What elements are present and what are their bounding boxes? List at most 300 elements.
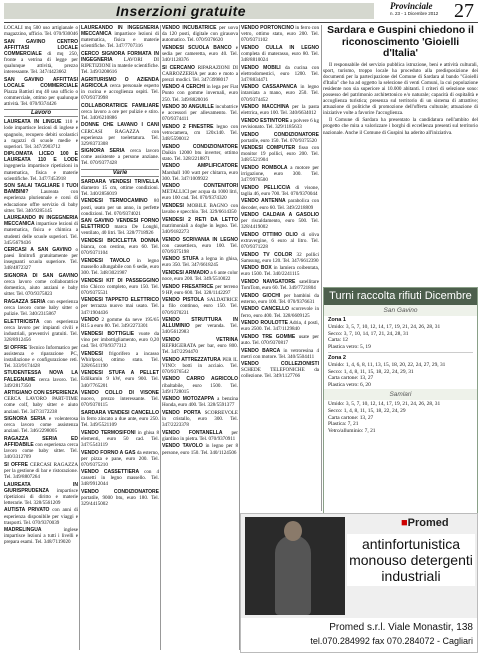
classified-ad-text: per bambini da esterno, euro 100. Tel. 070/9376631 <box>241 292 319 305</box>
classified-ad <box>241 232 319 250</box>
classified-ad-title: CERCASI A SAN GAVINO <box>4 247 72 254</box>
classified-ad <box>4 215 78 245</box>
classified-ad-title: VENDESI <box>162 203 184 210</box>
classified-ad <box>241 198 319 210</box>
ad-brand-logo <box>401 517 449 529</box>
classified-ad-title: SI OFFRE <box>4 344 28 351</box>
classifieds-column-2 <box>81 25 159 653</box>
worker-head <box>284 521 302 541</box>
zone-schedule-line: Vetro/alluminio: 7, 21 <box>328 428 376 435</box>
classified-ad <box>4 390 78 414</box>
classified-ad-text: SCORREVOLE in cristallo, euro 300. Tel. 347/2223378 <box>162 409 238 429</box>
classified-ad-text: in lamiera coibentata, euro 1500. Tel. 340/2241115 <box>241 265 319 278</box>
classified-ad-text: da esterno, per pizza e pane, euro 200. Tel. 070/9375210 <box>81 449 159 468</box>
classified-ad <box>241 84 319 102</box>
zone-schedule-line: Secco: 3, 7, 10, 14, 17, 21, 24, 28, 31 <box>328 330 409 337</box>
classified-ad <box>162 443 238 455</box>
classified-ad-text: frigorifero a incasso Whirlpool, ottimo stato. Tel. 328/6541190 <box>81 350 159 369</box>
classified-ad-title: ELETTRICISTA <box>4 318 40 325</box>
column-divider <box>79 25 80 650</box>
classified-ad-text: in legno massello allungabile con 6 sedie, euro 300. Tel. 348/3021987 <box>81 257 159 276</box>
classified-ad-text: marca De Longhi, ventilato, 40 litri. Tel. 328/7718926 <box>81 224 159 237</box>
zone-heading: Zona 1 <box>328 317 347 323</box>
classified-ad <box>162 357 238 375</box>
classified-ad-title: VENDO PORTA <box>162 409 201 416</box>
classified-ad-title: LAUREANDO IN INGEGNERIA MECCANICA <box>81 25 159 38</box>
classifieds-column-4 <box>241 25 319 511</box>
classified-ad-text: in legno intarsiata a mano, euro 250. Tel. 070/9374452 <box>241 84 319 103</box>
classified-ad <box>81 51 159 75</box>
classified-ad <box>162 65 238 83</box>
classified-ad-title: VENDO COLLEZIONISTI <box>241 361 319 368</box>
classified-ad <box>81 103 159 121</box>
classified-ad-title: VENDO TV COLOR <box>241 251 293 258</box>
classified-ad-text: Piazza Battisti mq 40 uso ufficio o commerciale, ottimo per qualunque attività. Tel. 070/9374426 <box>4 88 78 108</box>
classified-ad <box>162 270 238 282</box>
classified-ad-title: VENDO GIOCHI <box>241 292 281 299</box>
zone-schedule-line: Umido: 1, 4, 6, 8, 11, 13, 15, 18, 20, 22, 24, 27, 29, 31 <box>328 361 446 368</box>
town-heading: San Gavino <box>324 305 477 316</box>
classified-ad-text: per uova da 120 posti, digitale con girauova automatico. Tel. 070/9376620 <box>162 25 238 44</box>
classified-ad-title: VENDO STUFA <box>162 256 199 263</box>
classified-ad <box>241 348 319 360</box>
classified-ad-text: scorrevole in ferro, euro 400. Tel. 328/6609125 <box>241 306 319 319</box>
ad-contacts: tel.070.284992 fax 070.284072 - Cagliari <box>310 636 473 646</box>
classified-ad-title: VENDO MACCHINA <box>241 104 290 111</box>
classified-ad <box>241 265 319 277</box>
classified-ad <box>81 198 159 216</box>
classified-ad <box>81 450 159 468</box>
classified-ad-text: a motore per irrigazione, euro 300. Tel. 347/9976500 <box>241 164 319 184</box>
classified-ad <box>4 247 78 271</box>
classified-ad-title: CERCO SIGNORA FORMATA IN INGEGNERIA <box>81 50 159 63</box>
classified-ad-title: VENDO 30 ANGUILLE <box>162 104 214 111</box>
classified-ad-text: diametro 15 cm, ottime condizioni. Tel. 340/2856019 <box>81 184 159 197</box>
classified-ad-title: VENDO CASSAPANCA <box>241 84 298 91</box>
classified-ad-text: per la pasta elettrica, euro 100. Tel. 340/6634012 <box>241 104 319 117</box>
classified-ad-text: 110 e lode impartisce lezioni di inglese e spagnolo, recupero debiti scolastici a ragazzi di scuole medie e superiori. Tel. 347/2903712 <box>4 119 78 150</box>
classified-ad <box>162 256 238 268</box>
classified-ad-text: METALLICI per acqua da 1000 litri, euro 100 cad. Tel. 070/9374320 <box>162 189 238 202</box>
classified-ad <box>81 258 159 276</box>
classified-ad-title: AGRITURISMO O AZIENDA AGRICOLA <box>81 76 159 89</box>
classified-ad <box>162 45 238 63</box>
classified-ad-text: cerca lavoro come assistente a persone anziane. Tel. 070/9377428 <box>81 148 159 167</box>
classified-ad <box>241 279 319 291</box>
classified-ad-text: satellitare TomTom, euro 60. Tel. 349/7721804 <box>241 279 319 292</box>
classified-ad-text: Adria, 4 posti, euro 2500. Tel. 347/1129840 <box>241 320 319 333</box>
classified-ad <box>162 124 238 142</box>
classified-ad <box>4 319 78 343</box>
news-article <box>323 25 478 251</box>
classified-ad-text: impartisce ripetizioni di diritto e materie letterarie. Tel. 328/5561209 <box>4 487 78 506</box>
classified-ad-text: in ferro con vetro, ottimo stato, euro 200. Tel. 070/9371102 <box>241 25 319 44</box>
classified-ad-text: cerca lavoro come collaboratrice domestica, aiuto anziani e baby sitter. Tel. 070/9375823 <box>4 279 78 298</box>
classified-ad-title: VENDO 4 CERCHI <box>162 84 206 91</box>
classified-ad-title: VENDESI 2 RETI DA LETTO <box>162 216 238 223</box>
classified-ad <box>81 25 159 49</box>
classified-ad-title: LAUREATA IN GIURISPRUDENZA <box>4 481 78 494</box>
classified-ad-title: VENDO TERMOSIFONI <box>81 429 136 436</box>
category-heading: Varie <box>81 169 159 177</box>
collection-zone <box>324 400 477 435</box>
classified-ad-title: STUDENTESSA NOVA LA FALEGNAME <box>4 370 78 383</box>
town-heading: Samlari <box>324 389 477 400</box>
classified-ad <box>81 179 159 197</box>
classified-ad-text: PER IL VINO: botti in acciaio. Tel. 070/9376542 <box>162 356 238 375</box>
classified-ad-title: SIGNORA DI SAN GAVINO <box>4 273 78 280</box>
classified-ad-title: VENDO PORTONCINO <box>241 25 294 31</box>
classified-ad-text: Daikin 12000 btu inverter, ottimo stato. Tel. 328/2218871 <box>162 149 238 162</box>
classifieds-column-1 <box>4 25 78 653</box>
classified-ad-text: con 4 cassetti in legno massello. Tel. 348/9912044 <box>81 469 159 488</box>
classified-ad-title: VENDO CULLA IN LEGNO <box>241 44 319 51</box>
classified-ad-title: VENDESI <box>81 350 103 357</box>
classified-ad <box>4 151 78 181</box>
classified-ad <box>241 306 319 318</box>
classified-ad <box>241 334 319 346</box>
classified-ad <box>81 238 159 256</box>
classified-ad <box>81 469 159 487</box>
classified-ad <box>81 370 159 388</box>
classified-ad <box>162 396 238 408</box>
classified-ad-title: VENDO STRUTTURA IN ALLUMINIO <box>162 317 238 330</box>
classified-ad-text: con esperienza cerca lavoro come baby sitter. Tel. 340/3312709 <box>4 442 78 461</box>
classified-ad <box>4 77 78 107</box>
classified-ad-text: di mq 250, fronte a vetrina di legge per qualunque attività, prezzo interessante. Tel. 347/4423662 <box>4 50 78 76</box>
classified-ad-title: SI OFFRE <box>4 461 28 468</box>
classified-ad-text: 32 pollici Samsung, euro 120. Tel. 347/6612390 <box>241 251 319 264</box>
classified-ad-title: VENDO ROMBOLA <box>241 164 288 171</box>
classified-ad-title: SON SALAI TAGLIARE I TUOI BAMBINI? <box>4 183 78 196</box>
zone-heading: Zona 2 <box>328 354 347 361</box>
classified-ad <box>4 119 78 149</box>
classified-ad-title: ARTIGIANO CON ESPERIENZA <box>4 390 78 397</box>
classified-ad-title: VENDO TRE GOMME <box>241 333 296 340</box>
classified-ad-title: VENDO CONTENITORI <box>162 183 238 190</box>
classified-ad-title: SAN GAVINO VENDESI FORNO ELETTRICO <box>81 218 159 231</box>
classified-ad <box>4 370 78 388</box>
classified-ad-text: bianca, con cestino, euro 60. Tel. 070/9371104 <box>81 244 159 257</box>
classified-ad-text: portatile, 9000 btu, euro 180. Tel. 329/4415002 <box>81 495 159 508</box>
classified-ad <box>4 416 78 434</box>
classified-ad-text: trio Chicco completo, euro 150. Tel. 070/9375531 <box>81 283 159 296</box>
classified-ad-text: in legno per 8 persone, euro 150. Tel. 340/1124506 <box>162 443 238 456</box>
classified-ad-title: SIGNORA SERIA <box>4 416 46 423</box>
classified-ad-text: CERCASI RAGAZZA per la gestione di bar e ristorazione. Tel. 349/8807264 <box>4 461 78 480</box>
classified-ad <box>81 331 159 349</box>
classified-ad <box>4 25 78 37</box>
section-title: Inserzioni gratuite <box>116 3 247 19</box>
classified-ad-title: RAGAZZA SERIA <box>4 298 46 305</box>
zone-schedule-line: Carta: 12 <box>328 337 348 344</box>
classified-ad <box>4 345 78 369</box>
zone-schedule-line: Secco: 1, 4, 8, 11, 15, 18, 22, 24, 29, 31 <box>328 368 414 375</box>
classified-ad-title: VENDESI STUFA A PELLET <box>81 370 159 377</box>
classified-ad <box>4 299 78 317</box>
page-header <box>0 0 482 22</box>
zones-town-2 <box>324 400 477 435</box>
classified-ad-title: VENDESI COMPUTER <box>241 145 296 152</box>
classified-ad <box>81 148 159 166</box>
classified-ad-title: VENDO CASSETTIERA <box>81 469 140 476</box>
zone-schedule-line: Plastica: 7, 21 <box>328 421 359 428</box>
classified-ad-title: VENDO ANTENNA <box>241 198 286 205</box>
classified-ad-text: nuovo, prezzo interessante. Tel. 070/9370115 <box>81 396 159 409</box>
classified-ad-title: LAUREANDO IN INGEGNERIA MECCANICA <box>4 215 78 228</box>
classified-ad-title: SARDARA VENDESI CANCELLO <box>81 409 159 416</box>
classified-ad-text: Tecnico Informatico per assistenza e riparazione PC, installazione e configurazione reti. Tel. 333/9174428 <box>4 344 78 369</box>
classified-ad-text: Marshall 100 watt per chitarra, euro 300. Tel. 347/1009922 <box>162 169 238 182</box>
classified-ad-text: matrimoniali a doghe in legno. Tel. 340/9182273 <box>162 222 238 235</box>
classified-ad <box>162 297 238 315</box>
classified-ad <box>241 118 319 130</box>
classified-ad <box>241 185 319 197</box>
classified-ad-title: VENDESI ARMADIO <box>162 269 210 276</box>
issue-line: n. 23 - 1 Dicembre 2012 <box>390 11 439 16</box>
classified-ad-title: AUTISTA PRIVATO <box>4 507 50 514</box>
classified-ad <box>4 482 78 506</box>
classified-ad-title: VENDO CANCELLO <box>241 306 290 313</box>
classified-ad-text: SALDATRICE a filo continuo, euro 150. Tel. 070/9370231 <box>162 297 238 316</box>
ad-tagline: antinfortunistica monouso detergenti industriali <box>347 534 475 586</box>
worker-figure <box>275 535 311 615</box>
classified-ad-text: impartisce lezioni di matematica, fisica e materie scientifiche. Tel. 347/7707316 <box>81 31 159 50</box>
classified-ad-title: MADRELINGUA <box>4 527 42 534</box>
classified-ad-text: a benzina Honda, euro 400. Tel. 328/5591377 <box>162 396 238 409</box>
classified-ad <box>81 297 159 315</box>
article-body <box>323 62 478 136</box>
classified-ad-title: SI CERCANO <box>162 64 195 71</box>
classified-ad-title: VENDO COLLO DI VISONE <box>81 390 159 397</box>
ad-photo <box>245 517 345 615</box>
classified-ad <box>241 145 319 163</box>
classified-ad <box>81 218 159 236</box>
article-paragraph: Il Comune di Sardara ha presentato la candidatura nell'ambito del progetto che mira a valorizzare i borghi di eccellenza presenti sul territorio nazionale. Anche il Comune di Guspini ha aderito all'iniziativa. <box>323 117 478 136</box>
classified-ad-text: per terreno 9 HP, euro 600. Tel. 328/1142297 <box>162 283 238 296</box>
classified-ad-title: DIPLOMATA LICEO 100 E LAUREATA 110 E LODE <box>4 151 78 164</box>
classified-ad-title: RAGAZZA SERIA ED AFFIDABILE <box>4 435 78 448</box>
classified-ad-text: in vetroresina 4 metri con motore. Tel. 340/5504411 <box>241 347 319 360</box>
classified-ad <box>81 410 159 428</box>
classified-ad-title: VENDO TAVOLO <box>162 443 203 450</box>
classified-ad-title: VENDESI BICICLETTA DONNA <box>81 238 159 244</box>
zone-schedule-line: Umido: 3, 5, 7, 10, 12, 14, 17, 19, 21, 24, 26, 28, 31 <box>328 400 441 407</box>
classified-ad <box>241 165 319 183</box>
classified-ad <box>162 144 238 162</box>
classified-ad-title: VENDO CALDAIA A GASOLIO <box>241 212 319 219</box>
classified-ad <box>4 39 78 76</box>
zone-schedule-line: Carta cartone: 13, 27 <box>328 414 374 421</box>
classified-ad-text: REFRIGERATA per bar, euro 800. Tel. 347/2294470 <box>162 343 238 356</box>
classified-ad-title: VENDO OTTIMO OLIO <box>241 231 298 238</box>
classified-ad <box>81 430 159 448</box>
classified-ad-text: RIPARAZIONI DI CARROZZERIA per auto e moto a prezzi modici. Tel. 347/3998017 <box>162 64 238 83</box>
classified-ad-title: COLLABORATRICE FAMILIARE <box>81 102 159 109</box>
classified-ad-title: VENDESI TAVOLO <box>81 257 131 264</box>
classified-ad <box>162 203 238 215</box>
classified-ad-title: VENDESI TERMOCAMINO <box>81 198 148 205</box>
classified-ad <box>162 317 238 335</box>
classified-ad-text: SCHEDE TELEFONICHE da collezione. Tel. 349/1127766 <box>241 367 319 380</box>
zone-schedule-line: Secco: 1, 4, 8, 11, 15, 18, 22, 24, 29 <box>328 407 406 414</box>
classified-ad-text: con esperienza cerca lavoro come baby sitter o pulizie. Tel. 340/2315867 <box>4 298 78 318</box>
classified-ad <box>162 163 238 181</box>
classified-ad-title: VENDESI SCUOLA BANCO <box>162 44 232 51</box>
classified-ad-title: VENDO VETRINA <box>162 336 238 343</box>
classified-ad-text: Edilkamin 9 kW, euro 900. Tel. 340/7765201 <box>81 376 159 389</box>
classified-ad <box>81 317 159 329</box>
classified-ad-text: e volenterosa cerca lavoro come assistenza anziani. Tel. 346/2298005 <box>4 416 78 435</box>
classified-ad-text: ingegneria impartisce ripetizioni in matematica, fisica e materie scientifiche. Tel. 347/7453918 <box>4 163 78 182</box>
classified-ad <box>241 65 319 83</box>
waste-collection-box <box>323 287 478 514</box>
classified-ad-text: a 6 ante color noce, euro 200. Tel. 349/5510022 <box>162 269 238 283</box>
collection-zone <box>324 354 477 389</box>
classified-ad-text: parabolica con decoder, euro 60. Tel. 349/2218809 <box>241 198 319 211</box>
classified-ad-text: cerca personale esperto in cucina e accoglienza ospiti. Tel. 070/9373998 <box>81 82 159 102</box>
classified-ad-title: VENDO MOBILI <box>241 64 281 71</box>
article-paragraph: Il responsabile del servizio pubblica istruzione, beni e attività culturali, sport, turismo, troppo locale ha proceduto alla predisposizione dei documenti per la partecipazione del Comune di Sardara al bando "Gioielli d'Italia" che ha ad oggetto la selezione di venti Comuni, la cui popolazione residente non sia superiore ai 10.000 abitanti. I criteri di selezione sono: possesso del patrimonio architettonico e/o naturale; capacità di ospitalità e accoglienza turistica; presenza sul territorio di un sistema di attrattive; attuazione di politiche di promozione dell'offerta culturale; attuazione di iniziative volte a favorire l'accoglienza. <box>323 61 478 117</box>
classifieds-column-3 <box>162 25 238 653</box>
classified-ad-title: VENDO BOX <box>241 265 272 272</box>
classified-ad-title: VENDO <box>81 317 99 324</box>
classified-ad-title: VENDO CONDIZIONATORE <box>241 131 319 138</box>
classified-ad <box>162 237 238 255</box>
classified-ad-text: incubatrice e accessori per allevamento. Tel. 070/9374411 <box>162 104 238 123</box>
classified-ad-text: impartisce lezioni di matematica, fisica e chimica a studenti delle scuole superiori. Tel. 345/5679436 <box>4 221 78 246</box>
classified-ad <box>4 436 78 460</box>
classified-ad <box>162 410 238 428</box>
classified-ad <box>241 252 319 264</box>
classified-ad <box>81 122 159 146</box>
ad-company-address: Promed s.r.l. Viale Monastir, 138 <box>329 622 473 633</box>
classified-ad <box>4 527 78 545</box>
classified-ad-text: usate per auto. Tel. 070/9370817 <box>241 333 319 346</box>
zones-town-1 <box>324 316 477 389</box>
classified-ad <box>81 278 159 296</box>
classified-ad <box>81 489 159 507</box>
classified-ad-title: SAN GAVINO CENTRO AFFITTASI LOCALE COMMERCIALE <box>4 38 78 57</box>
classified-ad <box>241 320 319 332</box>
classified-ad <box>241 45 319 63</box>
classified-ad-text: da cucina con elettrodomestici, euro 1200. Tel. 347/8834471 <box>241 64 319 83</box>
column-divider <box>160 25 161 650</box>
classified-ad <box>4 462 78 480</box>
classified-ad <box>162 84 238 102</box>
classified-ad <box>241 132 319 144</box>
classified-ad-title: SAN GAVINO AFFITTASI LOCALE COMMERCIALE <box>4 76 78 89</box>
classified-ad-text: LAVORI DI RIPETIZIONI in materie scientifiche. Tel. 349/3208616 <box>81 56 159 76</box>
classified-ad-text: con cassettiera, euro 100. Tel. 070/9375198 <box>162 242 238 255</box>
classified-ad-title: VENDO FORNO A GAS <box>81 449 136 456</box>
waste-box-title: Turni raccolta rifiuti Dicembre <box>324 288 477 305</box>
classified-ad-title: VENDO FONTANELLA <box>162 429 223 436</box>
classified-ad-text: MOBILE BAGNO con lavabo e specchio. Tel. 329/6614350 <box>162 203 238 216</box>
classified-ad-text: legno con vetrocamera, cm 120x140. Tel. 348/5590012 <box>162 123 238 143</box>
classified-ad-text: completa di materasso, euro 80. Tel. 348/8810024 <box>241 50 319 63</box>
classified-ad-title: VENDO NAVIGATORE <box>241 279 296 286</box>
classified-ad-text: 80 posti, usato per un anno, in perfette condizioni. Tel. 070/9374021 <box>81 198 159 217</box>
classified-ad-title: VENDO AMPLIFICATORE <box>162 163 238 170</box>
classified-ad-text: LOCALI mq 500 uso artigianale o magazzino, ufficio. Tel. 070/930046 <box>4 25 78 38</box>
classified-ad-title: VENDO PISTOLA <box>162 297 205 304</box>
classified-ad <box>241 293 319 305</box>
classified-ad <box>81 77 159 101</box>
classified-ad-title: VENDO INCUBATRICE <box>162 25 217 31</box>
page-number: 27 <box>454 0 474 22</box>
classified-ad <box>4 507 78 525</box>
classified-ad-title: VENDO MOTOZAPPA <box>162 396 215 403</box>
zone-separator <box>328 352 473 353</box>
ad-brand-name: Promed <box>407 517 449 529</box>
classified-ad-title: VENDESI TAPPETO ELETTRICO <box>81 297 159 304</box>
classified-ad <box>81 351 159 369</box>
ad-footer <box>241 618 477 652</box>
classified-ad-text: e sedia per cameretta, euro 40. Tel. 340/1128376 <box>162 44 238 63</box>
classified-ad-title: LAUREATA IN LINGUE <box>4 119 62 126</box>
classified-ad <box>4 273 78 297</box>
zone-schedule-line: Plastica vetro: 6, 20 <box>328 382 371 389</box>
brand-mark-icon: ■ <box>401 517 408 529</box>
classified-ad-title: VENDO PELLICCIA <box>241 184 291 191</box>
classified-ad-title: VENDO CONDIZIONATORE <box>162 143 238 150</box>
classified-ad <box>81 390 159 408</box>
classified-ad-title: VENDO FRESATRICE <box>162 283 214 290</box>
classified-ad-text: Laureata con esperienza pluriennale e corsi di educazione offre servizio di baby sitter. Tel. 340/9285145 <box>4 189 78 214</box>
classified-ad <box>162 337 238 355</box>
classified-ad-text: in ferro zincato a due ante, euro 250. Tel. 349/5521109 <box>81 416 159 429</box>
classified-ad-text: o paesi limitrofi gratuitamente per insegnanti scuola superiore. Tel. 348/4872327 <box>4 247 78 272</box>
zone-schedule-line: Carta cartone: 13, 27 <box>328 375 374 382</box>
classified-ad-text: di oliva extravergine, 6 euro al litro. Tel. 070/9371228 <box>241 231 319 251</box>
classified-ad-title: VENDO ATTREZZATURA <box>162 356 221 363</box>
classified-ad-text: per terrazza nuovo mai usato. Tel. 347/1904436 <box>81 303 159 316</box>
classified-ad <box>162 376 238 394</box>
classified-ad <box>241 212 319 230</box>
classified-ad-text: cerca lavoro a ore per pulizie e stiro. Tel. 340/6210886 <box>81 108 159 121</box>
classified-ad-text: a polvere 6 kg revisionato. Tel. 329/1185633 <box>241 117 319 130</box>
classified-ad-text: in lega per Fiat Punto con gomme invernali, euro 250. Tel. 349/8820016 <box>162 84 238 103</box>
classified-ad-text: portatile, euro 150. Tel. 070/9375520 <box>241 137 317 144</box>
classified-ad-title: DONNE CHE LAVANO I CANI <box>81 122 159 129</box>
zone-schedule-line: Plastica vetro: 5, 19 <box>328 344 371 351</box>
classified-ad-text: inglese impartisce lezioni a tutti i livelli e prepara esami. Tel. 348/7119020 <box>4 527 78 546</box>
classified-ad <box>162 25 238 43</box>
classified-ad-text: 2 gomme da neve 195/65 R15 a euro 80. Tel. 349/2273301 <box>81 317 159 330</box>
classified-ad <box>241 361 319 379</box>
classified-ad-text: a legna in ghisa, euro 350. Tel. 347/6618245 <box>162 256 238 269</box>
classified-ad <box>162 430 238 442</box>
classified-ad <box>4 183 78 213</box>
header-rule <box>4 22 478 23</box>
classified-ad-text: cerca lavoro. Tel. 349/2817350 <box>4 376 78 389</box>
classified-ad-title: VENDESI KIT DI PASSEGGINO <box>81 277 159 284</box>
collection-zone <box>324 316 477 351</box>
classified-ad-title: VENDO BARCA <box>241 347 281 354</box>
advertisement <box>240 513 478 653</box>
classified-ad-text: ribaltabile, euro 1500. Tel. 349/1728015 <box>162 382 238 395</box>
classified-ad-text: per veranda. Tel. 340/5612983 <box>162 323 238 336</box>
classified-ad-title: VENDESI BOTTIGLIE <box>81 330 135 337</box>
classified-ad-text: con esperienza cerca lavoro per impianti civili e industriali, preventivi gratuiti. Tel. 328/8912456 <box>4 318 78 343</box>
zone-schedule-line: Umido: 3, 5, 7, 10, 12, 14, 17, 19, 21, 24, 26, 28, 31 <box>328 323 441 330</box>
classified-ad <box>241 25 319 43</box>
masthead-logo: Provinciale <box>390 1 433 11</box>
classified-ad-text: CERCA LAVORO PART-TIME come colf, baby sitter e aiuto anziani. Tel. 347/3172238 <box>4 396 78 415</box>
classified-ad <box>162 284 238 296</box>
classified-ad-title: VENDO SCRIVANIA IN LEGNO <box>162 236 238 243</box>
